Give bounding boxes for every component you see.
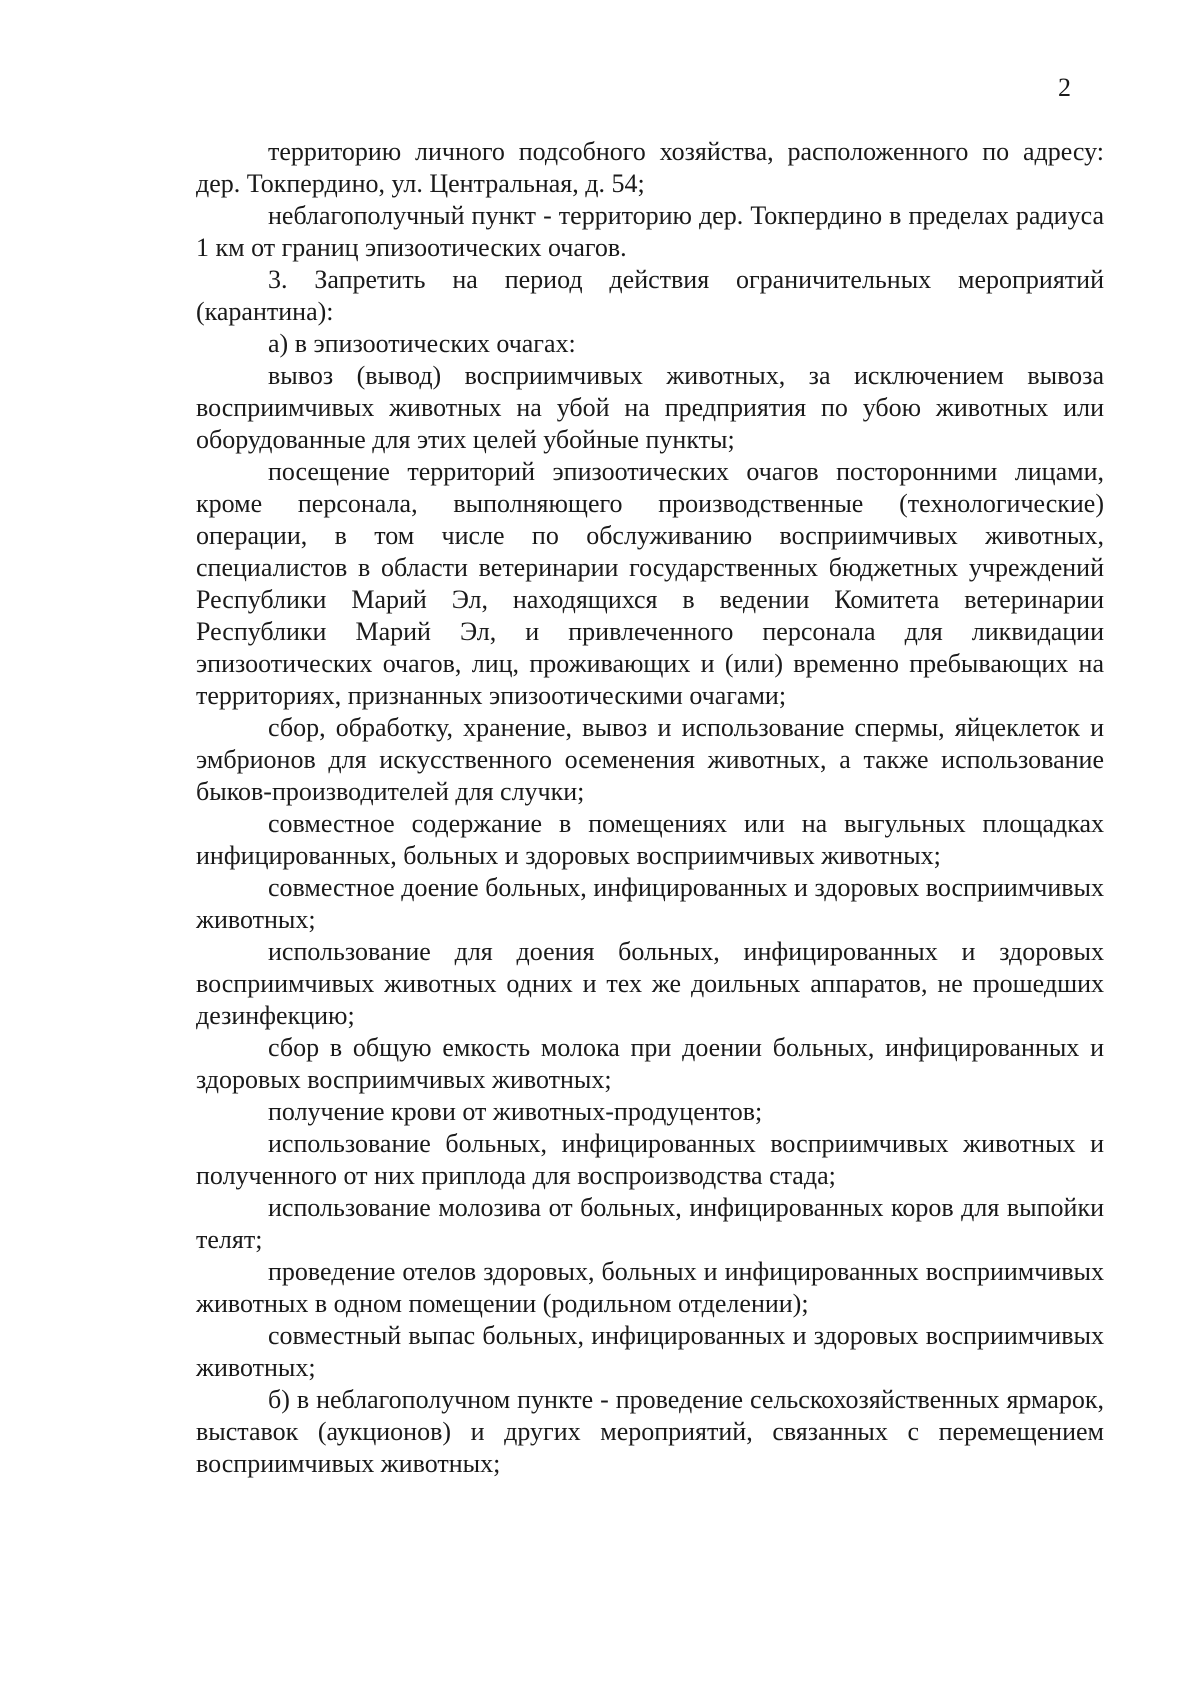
- paragraph-milk-collection: сбор в общую емкость молока при доении больных, инфицированных и здоровых восприимчивых животных;: [196, 1033, 1104, 1094]
- paragraph-unfavorable-point: неблагополучный пункт - территорию дер. Токпердино в пределах радиуса 1 км от границ эпизоотических очагов.: [196, 201, 1104, 262]
- paragraph-joint-keeping: совместное содержание в помещениях или на выгульных площадках инфицированных, больных и здоровых восприимчивых животных;: [196, 809, 1104, 870]
- paragraph-visiting-territories: посещение территорий эпизоотических очагов посторонними лицами, кроме персонала, выполняющего производственные (технологические) операции, в том числе по обслуживанию восприимчивых животных, специалистов в области ветеринарии государственных бюджетных учреждений Республики Марий Эл, находящихся в ведении Комитета ветеринарии Республики Марий Эл, и привлеченного персонала для ликвидации эпизоотических очагов, лиц, проживающих и (или) временно пребывающих на территориях, признанных эпизоотическими очагами;: [196, 457, 1104, 710]
- paragraph-joint-grazing: совместный выпас больных, инфицированных и здоровых восприимчивых животных;: [196, 1321, 1104, 1382]
- paragraph-calving: проведение отелов здоровых, больных и инфицированных восприимчивых животных в одном помещении (родильном отделении);: [196, 1257, 1104, 1318]
- paragraph-export-animals: вывоз (вывод) восприимчивых животных, за исключением вывоза восприимчивых животных на убой на предприятия по убою животных или оборудованные для этих целей убойные пункты;: [196, 361, 1104, 454]
- document-body: [196, 136, 1104, 1480]
- paragraph-sperm-collection: сбор, обработку, хранение, вывоз и использование спермы, яйцеклеток и эмбрионов для искусственного осеменения животных, а также использование быков-производителей для случки;: [196, 713, 1104, 806]
- paragraph-colostrum-use: использование молозива от больных, инфицированных коров для выпойки телят;: [196, 1193, 1104, 1254]
- paragraph-blood-collection: получение крови от животных-продуцентов;: [268, 1097, 763, 1126]
- page-number: 2: [1058, 73, 1071, 102]
- paragraph-household-address: территорию личного подсобного хозяйства, расположенного по адресу: дер. Токпердино, ул. Центральная, д. 54;: [196, 137, 1104, 198]
- paragraph-herd-reproduction: использование больных, инфицированных восприимчивых животных и полученного от них приплода для воспроизводства стада;: [196, 1129, 1104, 1190]
- paragraph-subsection-a: а) в эпизоотических очагах:: [268, 329, 576, 358]
- paragraph-prohibit-heading: 3. Запретить на период действия ограничительных мероприятий (карантина):: [196, 265, 1104, 326]
- paragraph-joint-milking: совместное доение больных, инфицированных и здоровых восприимчивых животных;: [196, 873, 1104, 934]
- paragraph-subsection-b: б) в неблагополучном пункте - проведение сельскохозяйственных ярмарок, выставок (аукционов) и других мероприятий, связанных с перемещением восприимчивых животных;: [196, 1385, 1104, 1478]
- paragraph-milking-machines: использование для доения больных, инфицированных и здоровых восприимчивых животных одних и тех же доильных аппаратов, не прошедших дезинфекцию;: [196, 937, 1104, 1030]
